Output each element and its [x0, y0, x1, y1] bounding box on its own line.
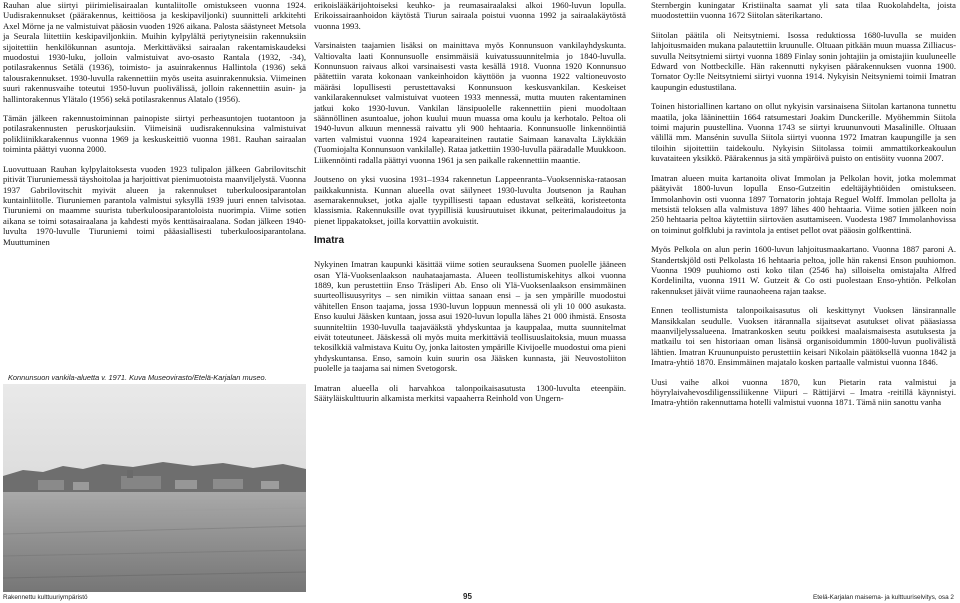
imatra-paragraph-1: Nykyinen Imatran kaupunki käsittää viime sotien seurauksena Suomen puolelle jääneen osan Ylä-Vuoksenlaakson nauhataajamasta. Alueen teollistumiskehitys alkoi vuonna 1889, kun perustettiin Enso Träsliperi Ab. Enso oli Ylä-Vuoksenlaakson ensimmäinen suurteollisuusyritys – sen nimikin viittaa sanaan ensi – ja sen ympärille muodostui vähitellen Enson taajama, jossa 1930-luvun loppuun mennessä oli yli 10 000 asukasta. Enso kuului Jääsken kuntaan, jossa asui 1920-luvun lopulla lähes 21 000 ihmistä. Ensosta suunniteltiin 1930-luvulla taajavääkstä yhdyskuntaa ja kauppalaa, mutta suunnitelmat eivät toteutuneet. Jääskessä oli myös muita merkittäviä teollisuuslaitoksia, muun muassa tekosilkkiä valmistava Kuitu Oy, jonka laitosten ympärille Kivijoelle muodostui oma pieni yhdyskuntansa. Enso, samoin kuin suurin osa Jääsken kunnasta, jäi Neuvostoliiton puolelle ja taajama sai nimen Svetogorsk. [314, 259, 626, 374]
right-paragraph-6: Ennen teollistumista talonpoikaisasutus oli keskittynyt Vuoksen länsirannalle Mansikkalan seudulle. Vuoksen itärannalla sijaitsevat asutukset olivat pääasiassa maanviljelyssalueena. Imatrankosken seutu poikkesi maalaismaisesta asutuksesta ja matkailu toi sen historiaan oman lisänsä organisoidummin 1800-luvun puolivälistä lähtien. Imatran Kruununpuisto perustettiin keisari Nikolain päätöksellä vuonna 1842 ja Imatra-yhtiö 1870. Ensimmäinen majatalo kosken partaalle valmistui vuonna 1846. [651, 305, 956, 368]
middle-column [314, 0, 626, 412]
right-paragraph-2: Siitolan päätila oli Neitsytniemi. Isossa reduktiossa 1680-luvulla se muiden lahjoitusmaiden mukana palautettiin kruunulle. Oltuaan pitkään muun muassa Zilliacus-suvulla Neitsytniemi siirtyi vuonna 1889 Finlay sonin johtajiin ja omistajiin kuuluneelle Edward von Nottbeckille. Hän rakennutti nykyisen päärakennuksen vuonna 1900. Tornator Oy:lle Neitsytniemi siirtyi vuonna 1914. Nykyisin Neitsyniemi toimii Imatran kaupungin edustustilana. [651, 29, 956, 92]
middle-paragraph-2: Varsinaisten taajamien lisäksi on mainittava myös Konnunsuon vankilayhdyskunta. Valtiovalta laati Konnunsuolle ensimmäisiä kuivatussuunnitelmia jo 1840-luvulla. Konnunsuon raivaus alkoi varsinaisesti vasta kesällä 1918. Vuonna 1920 Konnunsuo päätettiin varata kokonaan vankeinhoidon käyttöön ja vuonna 1922 valtioneuvosto määräsi lopullisesti perustettavaksi Konnunsuon keskusvankilan. Keskeiset vankilarakennukset valmistuivat vuoteen 1933 mennessä, mutta muuten rakentaminen jatkui koko 1930-luvun. Vankilan länsipuolelle rakennettiin pieni muodoltaan säännöllinen asuntoalue, johon kuului muun muassa oma koulu ja kerhotalo. Peltoa oli 1940-luvun alkuun mennessä raivattu yli 900 hehtaaria. Konnunsuolle linkennöintiä varten valmistui vuonna 1924 kapearaiteinen rautatie Saimaan kanavalta Läykkään (Tuomiojalta Konnunsuon vankilalle). Rataa jatkettiin 1930-luvulla pääradalle Muukkoon. Liikennöinti radalla päättyi vuonna 1961 ja sen paikalle rakennettiin maantie. [314, 40, 626, 165]
prison-area-photo [3, 384, 306, 592]
right-paragraph-1: Sternbergin kuningatar Kristiinalta saamat yli sata tilaa Ruokolahdelta, joista muodostettiin vuonna 1672 Siitolan säterikartano. [651, 0, 956, 21]
imatra-heading: Imatra [314, 235, 345, 247]
right-paragraph-7: Uusi vaihe alkoi vuonna 1870, kun Pietarin rata valmistui ja höyrylaivahevosdiligenssiliikenne Viipuri – Rättijärvi – Imatra -reitillä käynnistyi. Imatra-yhtiön rakennuttama hotelli valmistui vuonna 1871. Tämä niin sanottu vanha [651, 376, 956, 408]
left-column [3, 0, 306, 256]
page-number: 95 [463, 592, 472, 601]
footer-section-title: Rakennettu kulttuuriympäristö [3, 594, 88, 601]
right-paragraph-4: Imatran alueen muita kartanoita olivat Immolan ja Pelkolan hovit, jotka molemmat päätyivät 1800-luvun lopulla Enso-Gutzeitin edeltäjäyhtiöiden omistukseen. Immolanhovin osti vuonna 1897 Tornatorin johtaja Reguel Wolff. Immolan pellolta ja metsistä teloksen alla valmistuva 1897 lähes 400 hehtaaria. Viime sotien jälkeen noin 250 hehtaaria peltoa käytettiin siirtoväen asuttamiseen. Vuodesta 1987 Immolanhovissa on toiminut golfklubi ja ravintola ja entiset pellot ovat pääosin golfkenttinä. [651, 172, 956, 235]
left-paragraph-3: Luovuttuaan Rauhan kylpylaitoksesta vuoden 1923 tulipalon jälkeen Gabrilovitschit pitivät Tiuruniemessä täyshoitolaa ja harjoittivat pienimuotoista maanviljelystä. Vuonna 1937 Gabrilovitschit myivät alueen ja rakennukset tuberkuloosiparantolan kuntainliitolle. Tiuruniemen parantola valmistui syksyllä 1939 juuri ennen talvisotaa. Tiuruniemi on maamme suurista tuberkuloosiparantoloista nuorimpia. Viime sotien aikana se toimi sotasairaalana ja kahdesti myös kenttäsairaalana. Sodan jälkeen 1940-luvulta 1970-luvulle Tiuruniemi toimi pääasiallisesti tuberkuloosiparantolana. Muuttuminen [3, 163, 306, 247]
right-column [651, 0, 956, 417]
middle-paragraph-3: Joutseno on yksi vuosina 1931–1934 rakennetun Lappeenranta–Vuoksenniska-rataosan paikkakunnista. Kunnan alueella ovat säilyneet 1930-luvulta Joutsenon ja Rauhan asemarakennukset, jotka ajalle tyypillisesti tapaan edustavat selkeätä, koristeetonta klassismia. Rakennuksille ovat tyypillisiä kuusiruutuiset ikkunat, peiterimalaudoitus ja pienet lippakatokset, joilla korvattiin avokuistit. [314, 174, 626, 226]
imatra-paragraph-2: Imatran alueella oli harvahkoa talonpoikaisasutusta 1300-luvulta eteenpäin. Säätyläiskulttuurin alkamista merkitsi vapaaherra Reinhold von Ungern- [314, 382, 626, 403]
right-paragraph-3: Toinen historiallinen kartano on ollut nykyisin varsinaisena Siitolan kartanona tunnettu maatila, joka lääninettiin 1664 ratsumestari Joakim Dunckerille. Myöhemmin Siitola toimi majurin puustellina. Vuonna 1743 se siirtyi kruununvouti Masalinille. Oltuaan välillä mm. Mansénin suvulla Siitola siirtyi vuonna 1972 Imatran kaupungille ja sen tiloihin sijoitettiin taidekoulu. Nykyisin Siitolassa toimii ammattikorkeakoulun kuvataiteen yksikkö. Päärakennus ja sitä ympäröivä puisto on entisöity vuonna 2007. [651, 101, 956, 164]
middle-paragraph-1: erikoislääkärijohtoiseksi keuhko- ja reumasairaalaksi alkoi 1960-luvun lopulla. Erikoissairaanhoidon käytöstä Tiurun sairaala poistui vuonna 1992 ja sairaalakäytöstä vuonna 1993. [314, 0, 626, 31]
right-paragraph-5: Myös Pelkola on alun perin 1600-luvun lahjoitusmaakartano. Vuonna 1887 paroni A. Standertskjöld osti Pelkolasta 16 hehtaaria peltoa, jolle hän rakensi Enson puuhiomon. Vuonna 1909 puuhiomo osti koko tilan (2546 ha) silloiselta omistajalta Alfred Kordelinilta, vuonna 1911 W. Gutzeit & Co osti puolestaan Enso-yhtiön. Pelkolan rakennukset jäivät viime raunaoheena rajan taakse. [651, 244, 956, 296]
photo-caption: Konnunsuon vankila-aluetta v. 1971. Kuva Museovirasto/Etelä-Karjalan museo. [8, 373, 267, 382]
footer-publication-title: Etelä-Karjalan maisema- ja kulttuuriselvitys, osa 2 [812, 594, 954, 601]
left-paragraph-2: Tämän jälkeen rakennustoiminnan painopiste siirtyi perheasuntojen tuotantoon ja potilasrakennusten peruskorjauksiin. Viimeisinä uudisrakennuksina valmistuivat polikliinikkarakennus vuonna 1969 ja keskuskeittiö vuonna 1981. Rauhan sairaalan toiminta päättyi vuonna 2000. [3, 113, 306, 155]
left-paragraph-1: Rauhan alue siirtyi piirimielisairaalan kuntaliitolle omistukseen vuonna 1924. Uudisrakennukset (päärakennus, keittiöosa ja keskipaviljonki) suunnitteli arkkitehti Axel Mörne ja ne valmistuivat pääosin vuoden 1926 aikana. Palosta säästyneet Metsola ja Seurala liitettiin keskipaviljonkiin. Muihin kylpylältä periytyneisiin rakennuksiin sijoitettiin henkilökunnan asuntoja. Merkittäväksi sairaalan rakentamiskaudeksi muodostui 1930-luku, jolloin valmistuivat avo-osasto Rantala (1932, -34), potilasrakennus Setälä (1936), toimisto- ja asuinrakennus Hallintola (1936) sekä talousrakennukset. 1930-luvulla rakennettiin myös useita asuinrakennuksia. Viimeinen suuri rakennusvaihe toteutui 1950-luvun puolivälissä, jolloin rakennettiin asuin- ja hallintorakennus Ylätalo (1956) sekä potilasrakennus Alatalo (1956). [3, 0, 306, 104]
